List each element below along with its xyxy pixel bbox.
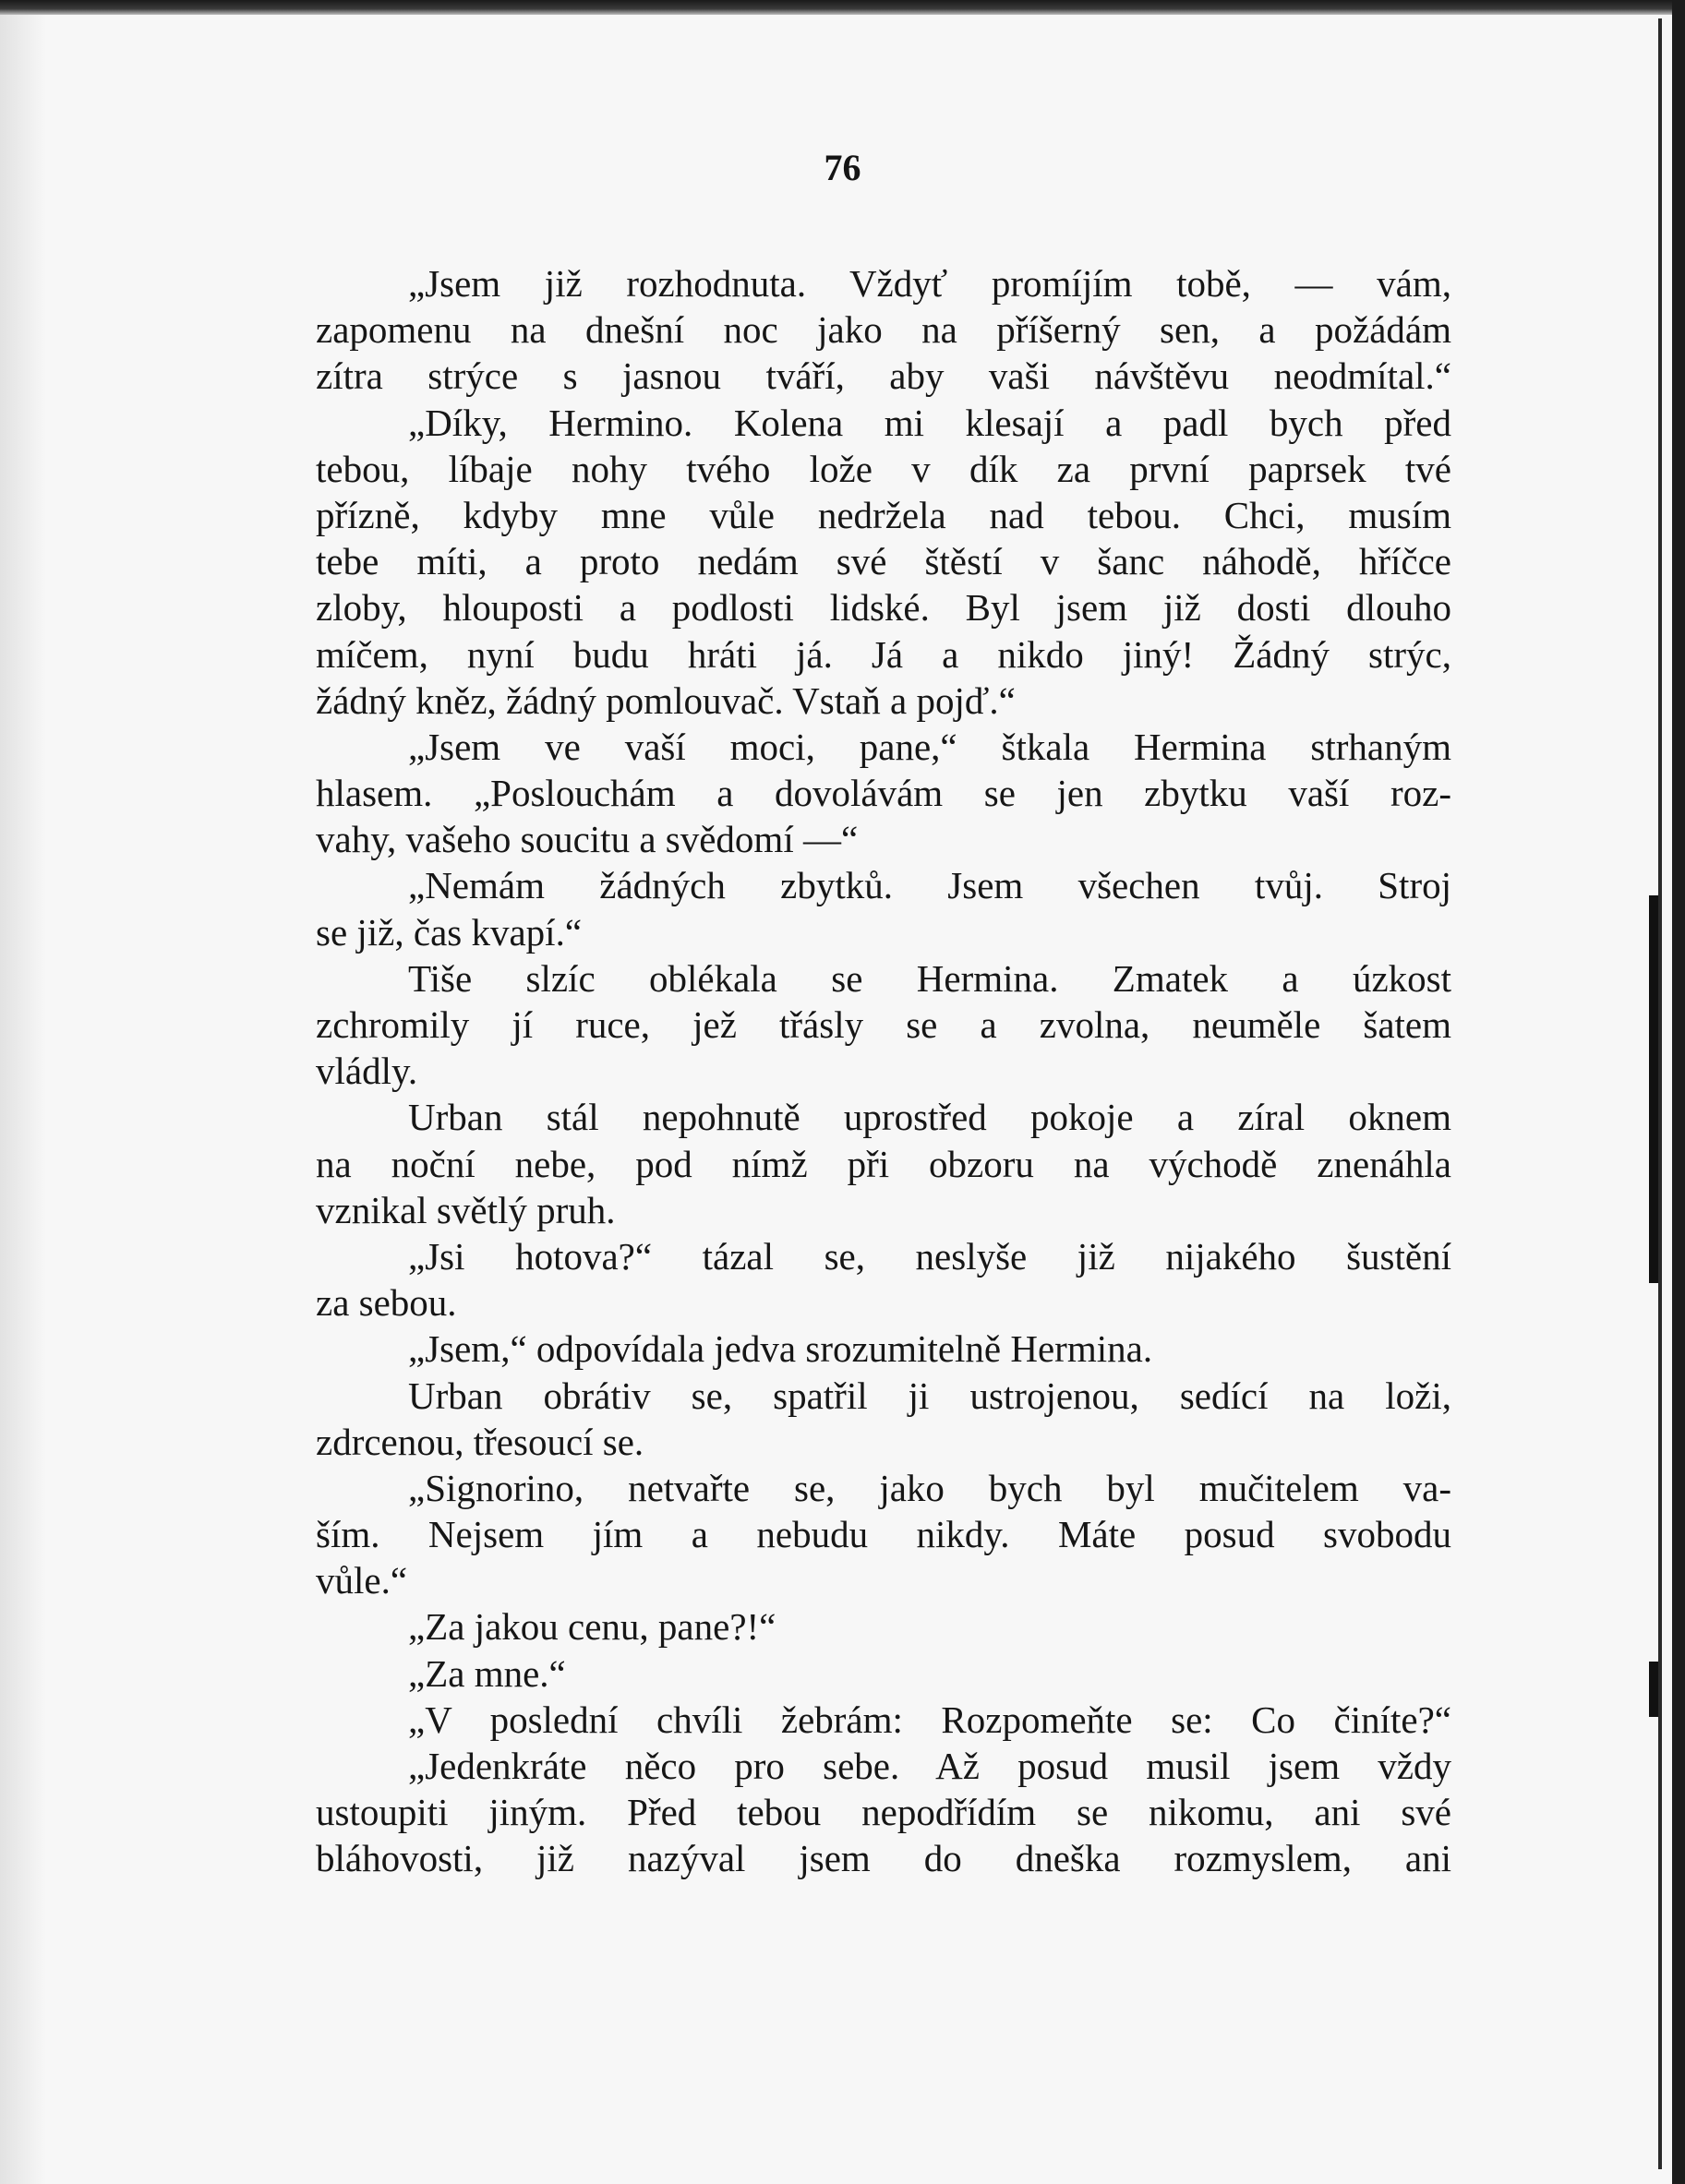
scan-right-edge	[1672, 0, 1685, 2184]
text-line: „Jsem již rozhodnuta. Vždyť promíjím tobě, — vám,	[408, 262, 1451, 305]
scan-top-edge	[0, 0, 1685, 15]
text-line: žádný kněz, žádný pomlouvač. Vstaň a pojď.“	[316, 678, 1016, 722]
text-line: „Díky, Hermino. Kolena mi klesají a padl bych před	[408, 401, 1451, 444]
text-line: Tiše slzíc oblékala se Hermina. Zmatek a úzkost	[408, 956, 1451, 1000]
text-line: „Za mne.“	[408, 1651, 566, 1695]
text-line: zapomenu na dnešní noc jako na příšerný sen, a požádám	[316, 308, 1451, 352]
text-line: přízně, kdyby mne vůle nedržela nad tebou. Chci, musím	[316, 493, 1451, 536]
text-line: na noční nebe, pod nímž při obzoru na východě znenáhla	[316, 1142, 1451, 1185]
text-line: vahy, vašeho soucitu a svědomí —“	[316, 818, 859, 861]
text-line: „V poslední chvíli žebrám: Rozpomeňte se: Co činíte?“	[408, 1698, 1451, 1741]
text-line: „Jedenkráte něco pro sebe. Až posud musil jsem vždy	[408, 1745, 1451, 1787]
text-line: vládly.	[316, 1050, 418, 1093]
text-line: Urban stál nepohnutě uprostřed pokoje a zíral oknem	[408, 1096, 1451, 1139]
text-line: zdrcenou, třesoucí se.	[316, 1420, 644, 1463]
scan-right-rule	[1658, 18, 1662, 2169]
scan-right-mark	[1649, 895, 1658, 1283]
text-line: „Signorino, netvařte se, jako bych byl mučitelem va-	[408, 1466, 1451, 1509]
text-line: „Jsem,“ odpovídala jedva srozumitelně Hermina.	[408, 1327, 1153, 1371]
text-line: zloby, hlouposti a podlosti lidské. Byl jsem již dosti dlouho	[316, 586, 1451, 630]
text-line: míčem, nyní budu hráti já. Já a nikdo jiný! Žádný strýc,	[316, 632, 1451, 676]
text-line: ustoupiti jiným. Před tebou nepodřídím se nikomu, ani své	[316, 1791, 1451, 1834]
text-line: bláhovosti, již nazýval jsem do dneška rozmyslem, ani	[316, 1837, 1451, 1880]
text-line: vůle.“	[316, 1559, 408, 1602]
body-text	[316, 260, 1451, 1882]
text-line: se již, čas kvapí.“	[316, 910, 583, 954]
text-line: ším. Nejsem jím a nebudu nikdy. Máte posud svobodu	[316, 1513, 1451, 1556]
text-line: tebou, líbaje nohy tvého lože v dík za první paprsek tvé	[316, 447, 1451, 490]
text-line: vznikal světlý pruh.	[316, 1188, 616, 1231]
page-number: 76	[824, 147, 861, 188]
text-line: zítra strýce s jasnou tváří, aby vaši návštěvu neodmítal.“	[316, 354, 1451, 398]
text-line: za sebou.	[316, 1281, 457, 1325]
text-line: „Jsi hotova?“ tázal se, neslyše již nijakého šustění	[408, 1234, 1451, 1278]
text-line: „Nemám žádných zbytků. Jsem všechen tvůj. Stroj	[408, 864, 1451, 907]
text-line: hlasem. „Poslouchám a dovolávám se jen zbytku vaší roz-	[316, 772, 1451, 815]
text-line: Urban obrátiv se, spatřil ji ustrojenou, sedící na loži,	[408, 1374, 1451, 1417]
page-left-shadow	[0, 0, 46, 2184]
text-line: „Jsem ve vaší moci, pane,“ štkala Hermina strhaným	[408, 725, 1451, 768]
text-line: tebe míti, a proto nedám své štěstí v šanc náhodě, hříčce	[316, 540, 1451, 583]
text-line: zchromily jí ruce, jež třásly se a zvolna, neuměle šatem	[316, 1003, 1451, 1046]
text-line: „Za jakou cenu, pane?!“	[408, 1605, 776, 1649]
scan-right-mark	[1649, 1662, 1658, 1717]
